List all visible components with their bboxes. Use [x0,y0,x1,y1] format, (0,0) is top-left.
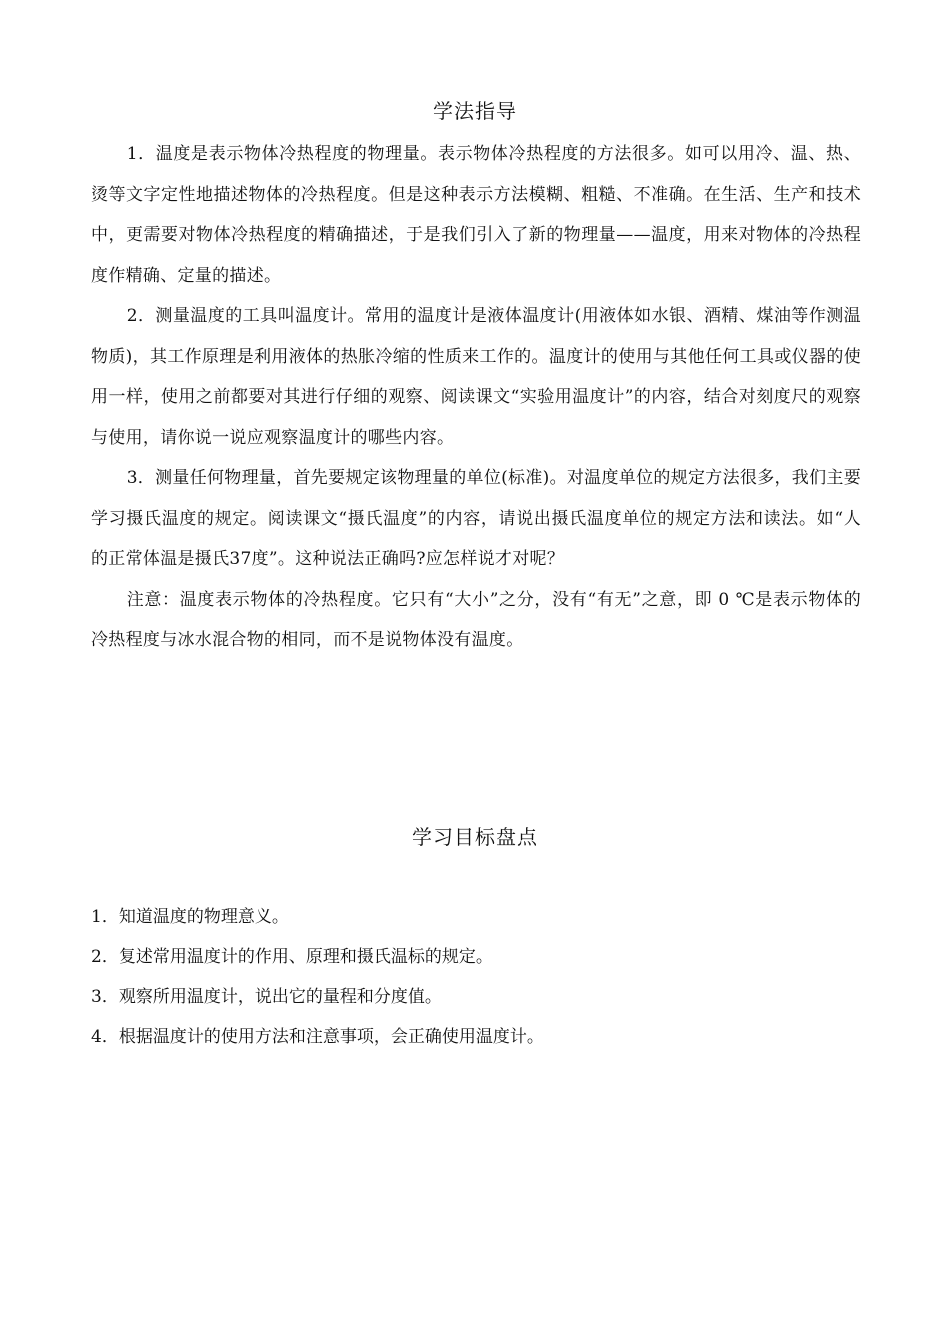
guide-paragraph-3: 3．测量任何物理量，首先要规定该物理量的单位(标准)。对温度单位的规定方法很多，我们主要学习摄氏温度的规定。阅读课文“摄氏温度”的内容，请说出摄氏温度单位的规定方法和读法。如“人的正常体温是摄氏37度”。这种说法正确吗?应怎样说才对呢？ [91,468,861,569]
guide-paragraph-2: 2．测量温度的工具叫温度计。常用的温度计是液体温度计(用液体如水银、酒精、煤油等作测温物质)，其工作原理是利用液体的热胀冷缩的性质来工作的。温度计的使用与其他任何工具或仪器的使用一样，使用之前都要对其进行仔细的观察、阅读课文“实验用温度计”的内容，结合对刻度尺的观察与使用，请你说一说应观察温度计的哪些内容。 [91,306,861,448]
goal-item-1: 1．知道温度的物理意义。 [91,907,289,927]
section-title-study-guide: 学法指导 [433,99,517,123]
study-guide-body [91,134,861,661]
goal-item-2: 2．复述常用温度计的作用、原理和摄氏温标的规定。 [91,947,493,967]
guide-note-paragraph: 注意：温度表示物体的冷热程度。它只有“大小”之分，没有“有无”之意，即 0 ℃是表示物体的冷热程度与冰水混合物的相同，而不是说物体没有温度。 [91,589,861,650]
section-title-learning-goals: 学习目标盘点 [412,825,538,849]
goal-item-4: 4．根据温度计的使用方法和注意事项，会正确使用温度计。 [91,1027,544,1047]
guide-paragraph-1: 1．温度是表示物体冷热程度的物理量。表示物体冷热程度的方法很多。如可以用冷、温、热、烫等文字定性地描述物体的冷热程度。但是这种表示方法模糊、粗糙、不准确。在生活、生产和技术中，更需要对物体冷热程度的精确描述，于是我们引入了新的物理量——温度，用来对物体的冷热程度作精确、定量的描述。 [91,144,861,286]
learning-goals-list [91,897,861,1057]
goal-item-3: 3．观察所用温度计，说出它的量程和分度值。 [91,987,442,1007]
